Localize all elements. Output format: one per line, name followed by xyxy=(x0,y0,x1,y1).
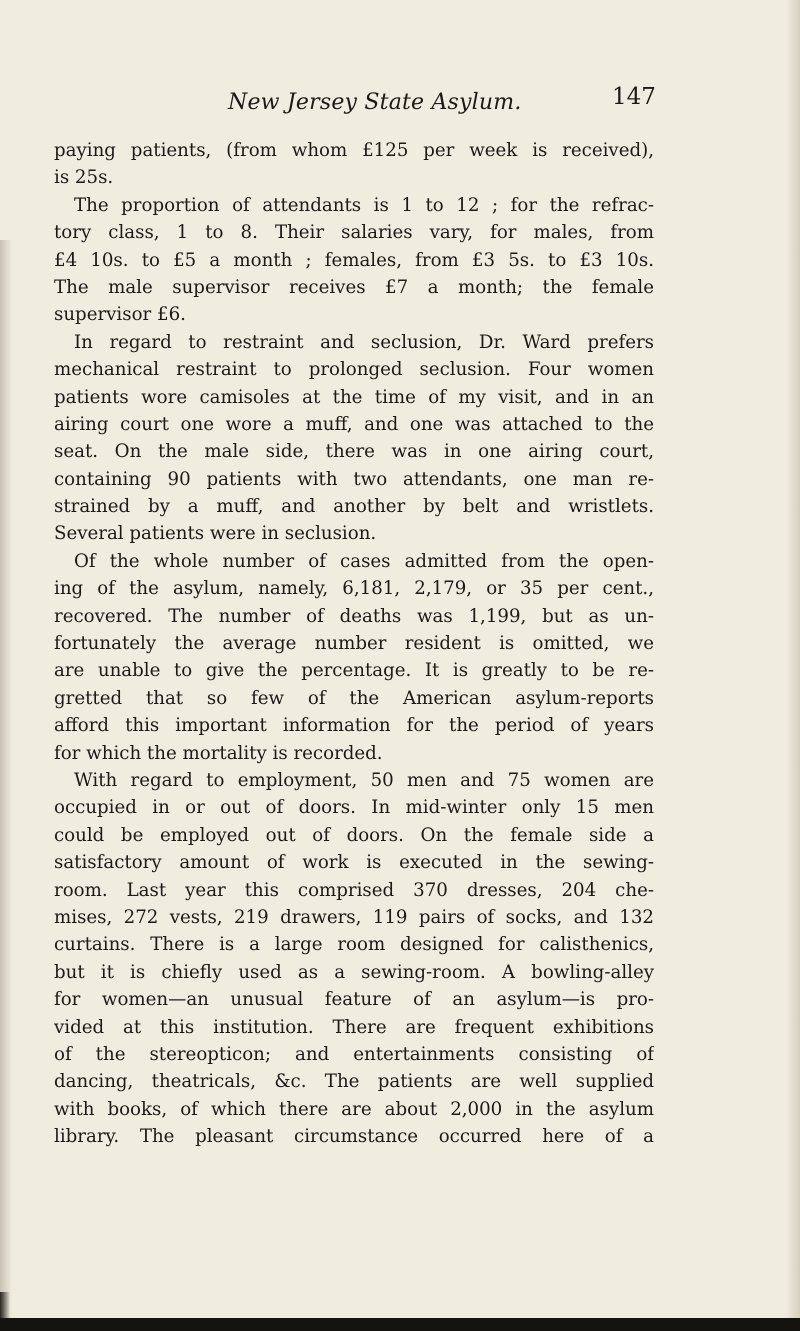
text-line: library. The pleasant circumstance occurred here of a xyxy=(54,1126,654,1148)
text-line: for women—an unusual feature of an asylum—is pro- xyxy=(54,989,654,1011)
text-line: The male supervisor receives £7 a month; the female xyxy=(54,276,654,298)
text-line: vided at this institution. There are frequent exhibitions xyxy=(54,1016,654,1038)
body-text xyxy=(54,137,654,1150)
running-head xyxy=(0,86,800,126)
text-line: curtains. There is a large room designed for calisthenics, xyxy=(54,934,654,956)
text-line: of the stereopticon; and entertainments consisting of xyxy=(54,1043,654,1065)
text-line: afford this important information for the period of years xyxy=(54,715,654,737)
text-line: are unable to give the percentage. It is greatly to be re- xyxy=(54,660,654,682)
scan-bottom-border xyxy=(0,1318,800,1331)
text-line: ing of the asylum, namely, 6,181, 2,179, or 35 per cent., xyxy=(54,578,654,600)
text-line: room. Last year this comprised 370 dresses, 204 che- xyxy=(54,879,654,901)
text-line: seat. On the male side, there was in one airing court, xyxy=(54,441,654,463)
text-line: supervisor £6. xyxy=(54,304,186,326)
text-line: In regard to restraint and seclusion, Dr. Ward prefers xyxy=(74,331,654,353)
text-line: could be employed out of doors. On the female side a xyxy=(54,824,654,846)
text-line: is 25s. xyxy=(54,167,114,189)
page-number: 147 xyxy=(612,84,656,110)
text-line: mises, 272 vests, 219 drawers, 119 pairs of socks, and 132 xyxy=(54,906,654,928)
text-line: With regard to employment, 50 men and 75 women are xyxy=(74,769,654,791)
text-line: paying patients, (from whom £125 per week is received), xyxy=(54,140,654,161)
text-line: gretted that so few of the American asylum-reports xyxy=(54,687,654,709)
text-line: dancing, theatricals, &c. The patients are well supplied xyxy=(54,1071,654,1093)
text-line: satisfactory amount of work is executed in the sewing- xyxy=(54,852,654,874)
page-shadow-left xyxy=(0,240,12,1331)
text-line: tory class, 1 to 8. Their salaries vary, for males, from xyxy=(54,222,654,244)
text-line: containing 90 patients with two attendants, one man re- xyxy=(54,468,654,490)
text-line: with books, of which there are about 2,000 in the asylum xyxy=(54,1098,654,1120)
text-line: £4 10s. to £5 a month ; females, from £3 5s. to £3 10s. xyxy=(54,249,654,271)
text-line: airing court one wore a muff, and one was attached to the xyxy=(54,413,654,435)
text-line: Several patients were in seclusion. xyxy=(54,523,377,545)
text-line: The proportion of attendants is 1 to 12 ; for the refrac- xyxy=(74,194,654,216)
text-line: mechanical restraint to prolonged seclusion. Four women xyxy=(54,359,654,381)
text-line: strained by a muff, and another by belt and wristlets. xyxy=(54,496,654,518)
text-line: fortunately the average number resident is omitted, we xyxy=(54,633,654,655)
text-line: occupied in or out of doors. In mid-winter only 15 men xyxy=(54,797,654,819)
text-line: for which the mortality is recorded. xyxy=(54,742,383,764)
running-head-title: New Jersey State Asylum. xyxy=(228,90,522,115)
text-line: Of the whole number of cases admitted from the open- xyxy=(74,550,654,572)
text-line: but it is chiefly used as a sewing-room. A bowling-alley xyxy=(54,961,654,983)
text-line: patients wore camisoles at the time of my visit, and in an xyxy=(54,386,654,408)
page-shadow-right xyxy=(786,0,800,1331)
text-line: recovered. The number of deaths was 1,199, but as un- xyxy=(54,605,654,627)
